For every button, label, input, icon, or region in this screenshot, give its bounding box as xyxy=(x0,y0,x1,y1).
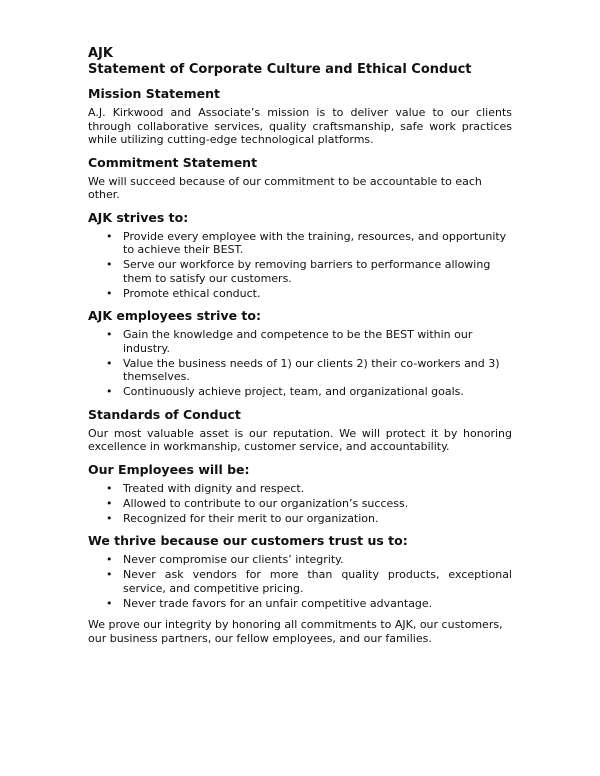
bullet-icon: • xyxy=(106,328,113,341)
closing-text: We prove our integrity by honoring all commitments to AJK, our customers, our business partners, our fellow employees, and our families. xyxy=(88,618,503,645)
employees-will-be-list xyxy=(88,482,512,526)
standards-heading: Standards of Conduct xyxy=(88,406,241,422)
list-item: • Never compromise our clients’ integrity. xyxy=(106,553,344,566)
bullet-icon: • xyxy=(106,481,113,495)
commitment-heading: Commitment Statement xyxy=(88,154,258,170)
list-item: • Value the business needs of 1) our clients 2) their co-workers and 3) themselves. xyxy=(106,356,500,383)
document-title: Statement of Corporate Culture and Ethical Conduct xyxy=(88,62,472,77)
bullet-icon: • xyxy=(106,596,113,610)
document-page xyxy=(88,46,512,645)
ajk-strives-list xyxy=(88,230,512,301)
standards-text: Our most valuable asset is our reputation. We will protect it by honoring excellence in workmanship, customer service, and accountability. xyxy=(88,426,512,453)
list-item: • Continuously achieve project, team, and organizational goals. xyxy=(106,385,464,398)
list-item: • Treated with dignity and respect. xyxy=(106,481,305,495)
bullet-icon: • xyxy=(106,385,113,398)
bullet-icon: • xyxy=(106,511,113,525)
list-item: • Provide every employee with the training, resources, and opportunity to achieve their BEST. xyxy=(106,229,507,256)
thrive-list xyxy=(88,553,512,610)
mission-heading: Mission Statement xyxy=(88,86,220,101)
bullet-icon: • xyxy=(106,553,113,566)
mission-text: A.J. Kirkwood and Associate’s mission is to deliver value to our clients through collaborative services, quality craftsmanship, safe work practices while utilizing cutting-edge technological platforms. xyxy=(88,106,512,146)
ajk-strives-heading: AJK strives to: xyxy=(88,209,189,225)
list-item: • Never ask vendors for more than quality products, exceptional service, and competitive pricing. xyxy=(106,568,512,595)
employees-strive-list xyxy=(88,328,512,399)
employees-will-be-heading: Our Employees will be: xyxy=(88,461,250,477)
bullet-icon: • xyxy=(106,496,113,510)
bullet-icon: • xyxy=(106,229,113,243)
bullet-icon: • xyxy=(106,258,113,271)
list-item: • Serve our workforce by removing barriers to performance allowing them to satisfy our customers. xyxy=(106,258,491,285)
list-item: • Recognized for their merit to our organization. xyxy=(106,511,379,525)
employees-strive-heading: AJK employees strive to: xyxy=(88,308,261,323)
list-item: • Allowed to contribute to our organization’s success. xyxy=(106,496,409,510)
org-name: AJK xyxy=(88,46,113,61)
bullet-icon: • xyxy=(106,286,113,300)
bullet-icon: • xyxy=(106,568,113,581)
bullet-icon: • xyxy=(106,356,113,370)
list-item: • Never trade favors for an unfair competitive advantage. xyxy=(106,596,433,610)
list-item: • Gain the knowledge and competence to be the BEST within our industry. xyxy=(106,328,473,355)
commitment-text: We will succeed because of our commitment to be accountable to each other. xyxy=(88,174,482,201)
thrive-heading: We thrive because our customers trust us to: xyxy=(88,533,408,548)
list-item: • Promote ethical conduct. xyxy=(106,286,261,300)
